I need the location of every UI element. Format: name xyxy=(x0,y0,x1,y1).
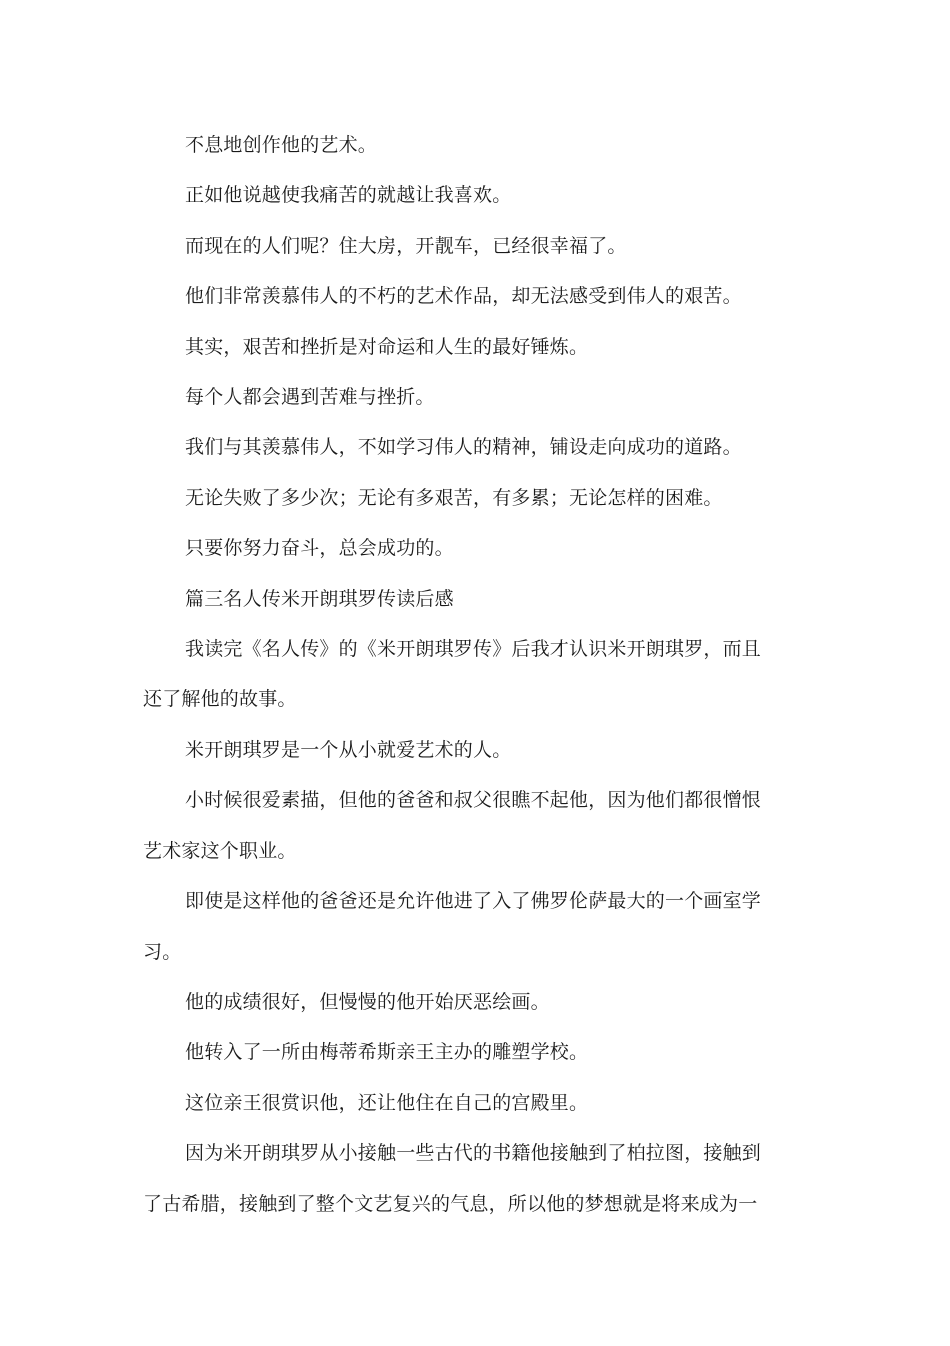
paragraph: 而现在的人们呢？住大房，开靓车，已经很幸福了。 xyxy=(185,234,627,257)
paragraph: 小时候很爱素描，但他的爸爸和叔父很瞧不起他，因为他们都很憎恨艺术家这个职业。 xyxy=(143,789,762,862)
paragraph: 不息地创作他的艺术。 xyxy=(185,134,378,156)
paragraph: 他转入了一所由梅蒂希斯亲王主办的雕塑学校。 xyxy=(185,1041,589,1064)
paragraph: 因为米开朗琪罗从小接触一些古代的书籍他接触到了柏拉图，接触到了古希腊，接触到了整个文艺复兴的气息，所以他的梦想就是将来成为一 xyxy=(143,1142,762,1215)
paragraph: 他的成绩很好，但慢慢的他开始厌恶绘画。 xyxy=(185,990,550,1013)
paragraph: 我们与其羡慕伟人，不如学习伟人的精神，铺设走向成功的道路。 xyxy=(185,436,742,459)
paragraph: 每个人都会遇到苦难与挫折。 xyxy=(185,386,435,409)
paragraph: 即使是这样他的爸爸还是允许他进了入了佛罗伦萨最大的一个画室学习。 xyxy=(143,890,762,963)
document-body xyxy=(143,120,763,1229)
paragraph: 这位亲王很赏识他，还让他住在自己的宫殿里。 xyxy=(185,1091,589,1114)
paragraph: 米开朗琪罗是一个从小就爱艺术的人。 xyxy=(185,738,512,761)
paragraph: 他们非常羡慕伟人的不朽的艺术作品，却无法感受到伟人的艰苦。 xyxy=(185,285,742,308)
paragraph: 只要你努力奋斗，总会成功的。 xyxy=(185,537,454,560)
paragraph: 我读完《名人传》的《米开朗琪罗传》后我才认识米开朗琪罗，而且还了解他的故事。 xyxy=(143,638,762,711)
paragraph: 无论失败了多少次；无论有多艰苦，有多累；无论怎样的困难。 xyxy=(185,486,723,509)
paragraph: 正如他说越使我痛苦的就越让我喜欢。 xyxy=(185,184,512,207)
section-heading: 篇三名人传米开朗琪罗传读后感 xyxy=(185,587,454,610)
paragraph: 其实，艰苦和挫折是对命运和人生的最好锤炼。 xyxy=(185,335,589,358)
